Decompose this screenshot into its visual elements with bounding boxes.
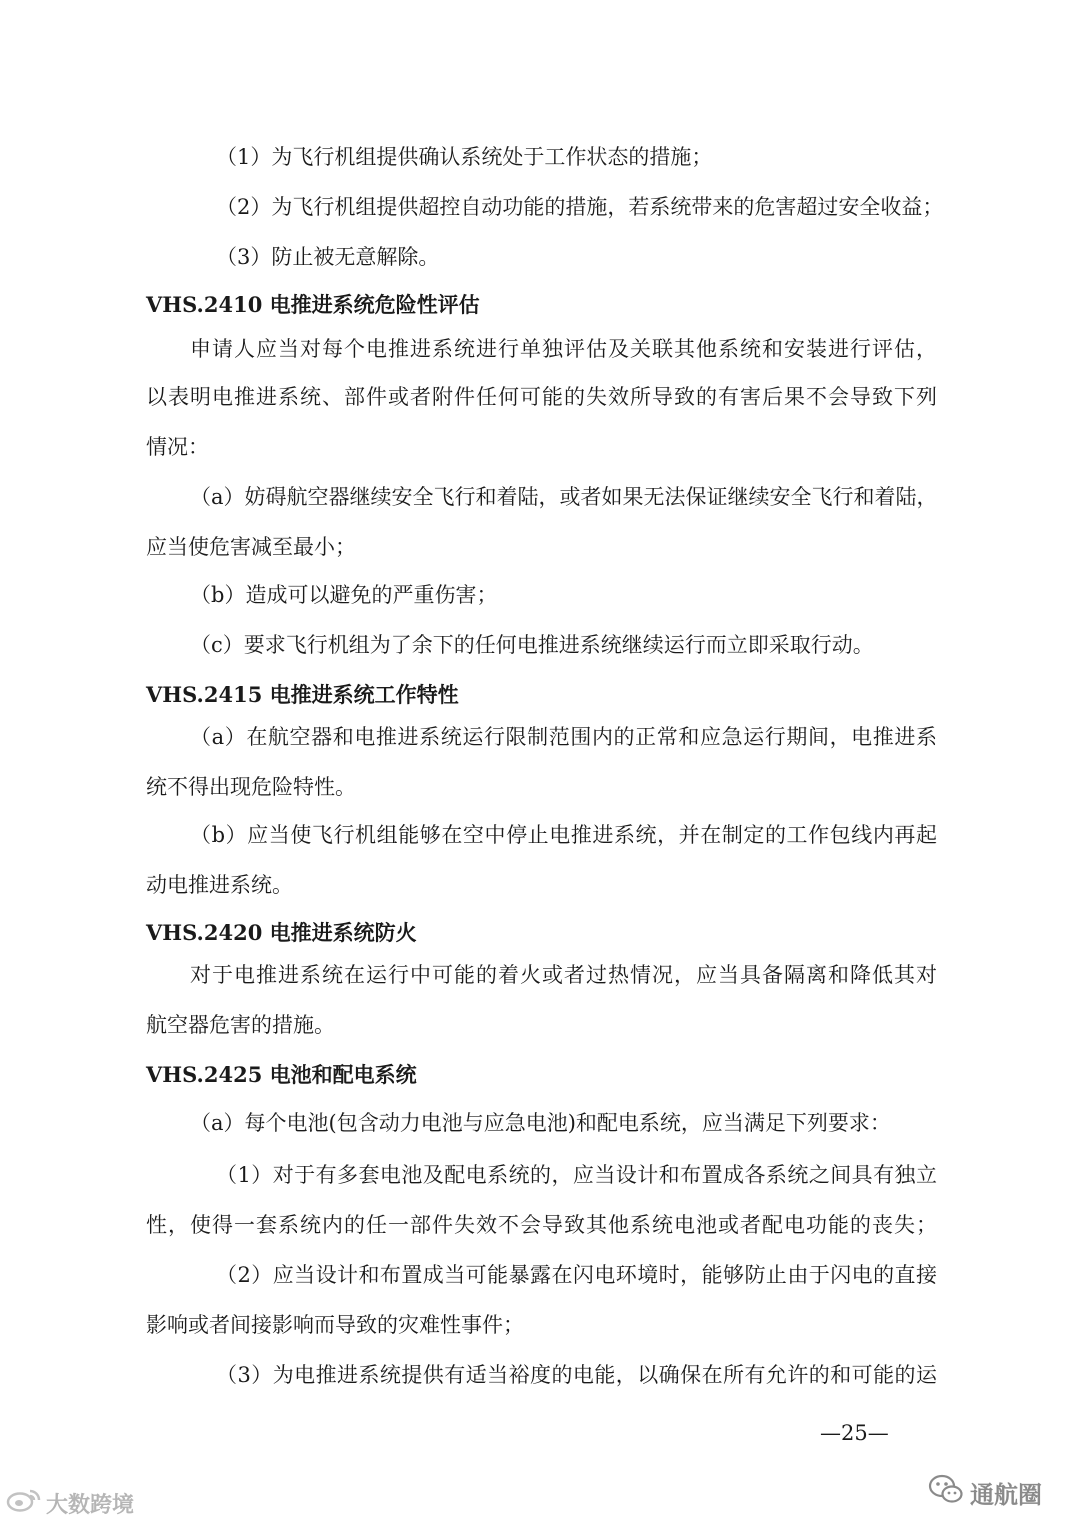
paragraph-line: 动电推进系统。 — [146, 873, 293, 897]
paragraph-line: （1）为飞行机组提供确认系统处于工作状态的措施； — [216, 145, 713, 169]
paragraph-line: （c）要求飞行机组为了余下的任何电推进系统继续运行而立即采取行动。 — [190, 633, 874, 657]
paragraph-line: （b）应当使飞行机组能够在空中停止电推进系统，并在制定的工作包线内再起 — [190, 823, 937, 847]
paragraph-line: 性，使得一套系统内的任一部件失效不会导致其他系统电池或者配电功能的丧失； — [146, 1213, 937, 1237]
paragraph-line: （a）在航空器和电推进系统运行限制范围内的正常和应急运行期间，电推进系 — [190, 725, 937, 749]
paragraph-line: （3）防止被无意解除。 — [216, 245, 440, 269]
paragraph-line: （a）妨碍航空器继续安全飞行和着陆，或者如果无法保证继续安全飞行和着陆， — [190, 485, 938, 509]
section-heading: VHS.2415 电推进系统工作特性 — [146, 682, 459, 707]
page-number: —25— — [820, 1421, 889, 1445]
weibo-logo-icon — [6, 1487, 42, 1519]
watermark-left — [6, 1488, 134, 1518]
paragraph-line: 情况： — [146, 435, 209, 459]
paragraph-line: （2）应当设计和布置成当可能暴露在闪电环境时，能够防止由于闪电的直接 — [216, 1263, 937, 1287]
section-heading: VHS.2420 电推进系统防火 — [146, 920, 417, 945]
paragraph-line: 影响或者间接影响而导致的灾难性事件； — [146, 1313, 524, 1337]
paragraph-line: （2）为飞行机组提供超控自动功能的措施，若系统带来的危害超过安全收益； — [216, 195, 944, 219]
watermark-left-text: 大数跨境 — [46, 1492, 135, 1518]
paragraph-line: （3）为电推进系统提供有适当裕度的电能，以确保在所有允许的和可能的运 — [216, 1363, 937, 1387]
paragraph-line: （a）每个电池(包含动力电池与应急电池)和配电系统，应当满足下列要求： — [190, 1111, 891, 1135]
section-heading: VHS.2425 电池和配电系统 — [146, 1062, 417, 1087]
section-heading: VHS.2410 电推进系统危险性评估 — [146, 292, 480, 317]
paragraph-line: （1）对于有多套电池及配电系统的，应当设计和布置成各系统之间具有独立 — [216, 1163, 937, 1187]
wechat-logo-icon — [928, 1474, 964, 1510]
paragraph-line: （b）造成可以避免的严重伤害； — [190, 583, 498, 607]
paragraph-line: 统不得出现危险特性。 — [146, 775, 356, 799]
paragraph-line: 以表明电推进系统、部件或者附件任何可能的失效所导致的有害后果不会导致下列 — [146, 385, 937, 409]
paragraph-line: 航空器危害的措施。 — [146, 1013, 335, 1037]
paragraph-line: 对于电推进系统在运行中可能的着火或者过热情况，应当具备隔离和降低其对 — [190, 963, 937, 987]
paragraph-line: 申请人应当对每个电推进系统进行单独评估及关联其他系统和安装进行评估， — [190, 337, 937, 361]
watermark-right-text: 通航圈 — [970, 1480, 1042, 1509]
watermark-right — [928, 1472, 1042, 1512]
paragraph-line: 应当使危害减至最小； — [146, 535, 356, 559]
